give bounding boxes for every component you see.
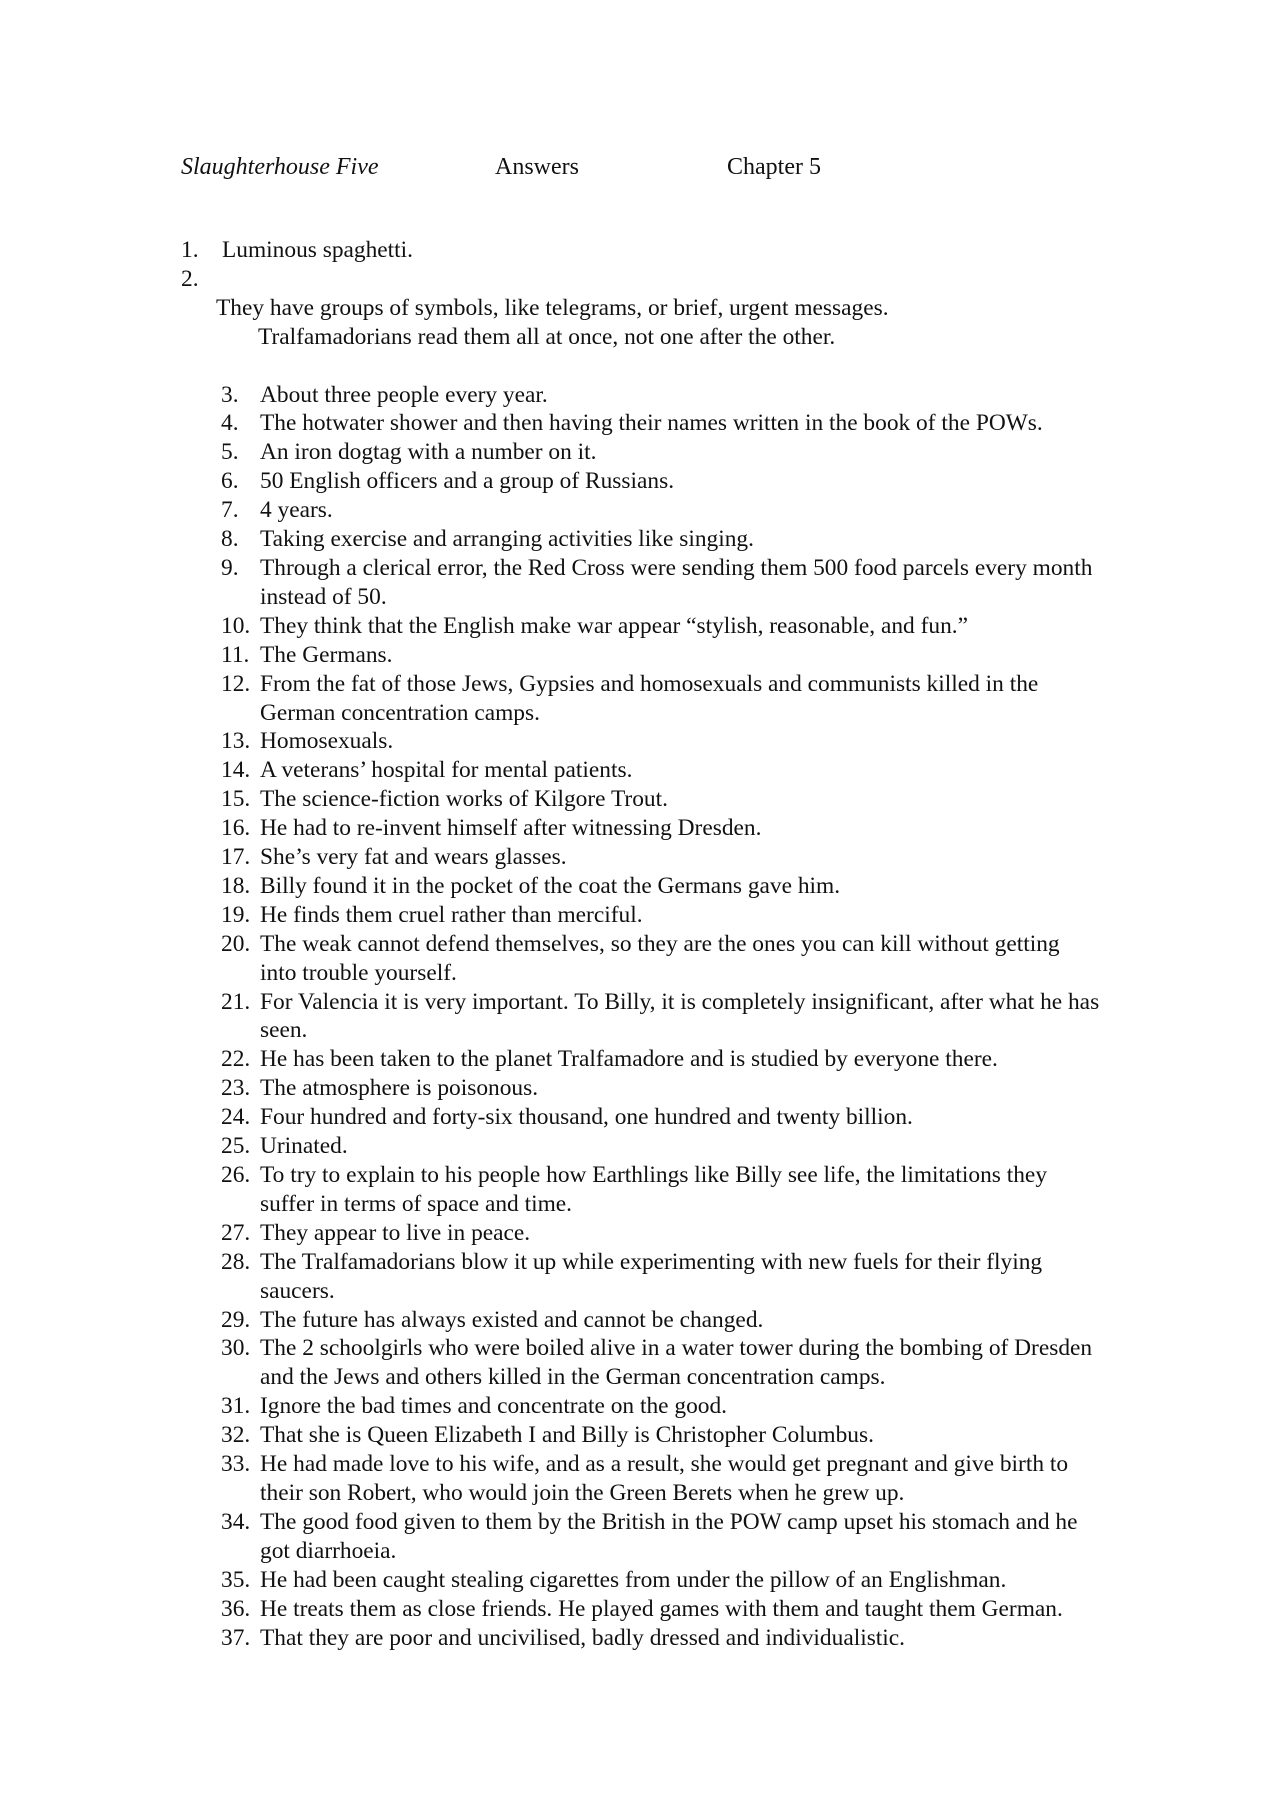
- answer-text: Urinated.: [260, 1133, 348, 1160]
- answer-text: The 2 schoolgirls who were boiled alive in a water tower during the bombing of Dresden and the Jews and others killed in the German concentration camps.: [260, 1335, 1093, 1391]
- answer-number: 27.: [221, 1219, 251, 1246]
- answer-item-13: [0, 727, 1280, 756]
- answer-text: Homosexuals.: [260, 728, 394, 755]
- answer-number: 2.: [181, 265, 199, 292]
- answer-item-27: [0, 1219, 1280, 1248]
- answer-text: A veterans’ hospital for mental patients.: [260, 757, 633, 784]
- answer-number: 21.: [221, 988, 251, 1015]
- answer-number: 34.: [221, 1508, 251, 1535]
- answer-item-25: [0, 1132, 1280, 1161]
- answer-text: He treats them as close friends. He played games with them and taught them German.: [260, 1595, 1063, 1622]
- answer-item-19: [0, 901, 1280, 930]
- answer-number: 28.: [221, 1248, 251, 1275]
- answer-item-35: [0, 1566, 1280, 1595]
- answer-item-29: [0, 1306, 1280, 1335]
- answer-number: 8.: [221, 526, 239, 553]
- answer-text: Through a clerical error, the Red Cross were sending them 500 food parcels every month instead of 50.: [260, 554, 1093, 610]
- answer-text: An iron dogtag with a number on it.: [260, 439, 597, 466]
- answer-number: 29.: [221, 1306, 251, 1333]
- answer-text-line-1: They have groups of symbols, like telegrams, or brief, urgent messages.: [216, 294, 889, 321]
- answer-text: The weak cannot defend themselves, so they are the ones you can kill without getting into trouble yourself.: [260, 930, 1060, 986]
- answer-text: The good food given to them by the British in the POW camp upset his stomach and he got diarrhoeia.: [260, 1508, 1078, 1564]
- answer-number: 32.: [221, 1422, 251, 1449]
- answer-number: 20.: [221, 930, 251, 957]
- answer-item-20: [0, 930, 1280, 988]
- answer-item-4: [0, 409, 1280, 438]
- answer-item-1: [0, 236, 1280, 265]
- answer-number: 30.: [221, 1335, 251, 1362]
- answer-text: Ignore the bad times and concentrate on the good.: [260, 1393, 728, 1420]
- answer-number: 37.: [221, 1624, 251, 1651]
- answer-text: He had to re-invent himself after witnessing Dresden.: [260, 815, 762, 842]
- answer-number: 9.: [221, 554, 239, 581]
- answer-number: 13.: [221, 728, 251, 755]
- answer-number: 26.: [221, 1162, 251, 1188]
- answer-number: 3.: [221, 381, 239, 408]
- answer-text: He finds them cruel rather than merciful.: [260, 901, 643, 928]
- answer-text: About three people every year.: [260, 381, 548, 408]
- answer-text: That she is Queen Elizabeth I and Billy is Christopher Columbus.: [260, 1422, 874, 1449]
- answer-text-line-2: Tralfamadorians read them all at once, not one after the other.: [258, 323, 836, 350]
- answer-item-21: [0, 988, 1280, 1046]
- answer-item-30: [0, 1334, 1280, 1392]
- answer-number: 17.: [221, 844, 251, 871]
- answer-number: 6.: [221, 468, 239, 495]
- answer-text: He had been caught stealing cigarettes from under the pillow of an Englishman.: [260, 1566, 1007, 1593]
- answer-text: For Valencia it is very important. To Billy, it is completely insignificant, after what he has seen.: [260, 988, 1100, 1044]
- answer-item-10: [0, 612, 1280, 641]
- answer-text: Four hundred and forty-six thousand, one hundred and twenty billion.: [260, 1104, 913, 1131]
- answer-item-12: [0, 670, 1280, 728]
- answer-number: 25.: [221, 1133, 251, 1160]
- answer-item-23: [0, 1074, 1280, 1103]
- answers-heading: Answers: [495, 154, 579, 180]
- answer-number: 31.: [221, 1393, 251, 1420]
- answer-text: They think that the English make war appear “stylish, reasonable, and fun.”: [260, 612, 968, 639]
- answer-item-8: [0, 525, 1280, 554]
- answer-text: He had made love to his wife, and as a result, she would get pregnant and give birth to their son Robert, who would join the Green Berets when he grew up.: [260, 1451, 1069, 1506]
- answer-text: The atmosphere is poisonous.: [260, 1075, 539, 1102]
- answer-number: 15.: [221, 786, 251, 813]
- answer-number: 4.: [221, 410, 239, 437]
- answer-item-37: [0, 1624, 1280, 1653]
- answer-text: The science-fiction works of Kilgore Trout.: [260, 786, 668, 813]
- answer-item-24: [0, 1103, 1280, 1132]
- answer-number: 18.: [221, 872, 251, 899]
- answer-number: 14.: [221, 757, 251, 784]
- answer-item-18: [0, 872, 1280, 901]
- answer-text: The future has always existed and cannot be changed.: [260, 1306, 764, 1333]
- answer-text: Billy found it in the pocket of the coat the Germans gave him.: [260, 872, 841, 899]
- answer-item-5: [0, 438, 1280, 467]
- answer-text: Taking exercise and arranging activities like singing.: [260, 526, 754, 553]
- answer-item-6: [0, 467, 1280, 496]
- answer-text: From the fat of those Jews, Gypsies and homosexuals and communists killed in the German concentration camps.: [260, 670, 1039, 726]
- answer-number: 36.: [221, 1595, 251, 1622]
- answer-number: 24.: [221, 1104, 251, 1131]
- answer-text: Luminous spaghetti.: [222, 237, 414, 263]
- answer-text: They appear to live in peace.: [260, 1219, 531, 1246]
- answer-item-17: [0, 843, 1280, 872]
- answer-list: [0, 236, 1280, 1652]
- book-title: Slaughterhouse Five: [181, 154, 379, 180]
- answer-item-7: [0, 496, 1280, 525]
- answer-text: 50 English officers and a group of Russians.: [260, 468, 675, 495]
- answer-number: 10.: [221, 612, 251, 639]
- answer-text: The hotwater shower and then having their names written in the book of the POWs.: [260, 410, 1043, 437]
- answer-number: 33.: [221, 1451, 251, 1478]
- answer-text: The Germans.: [260, 641, 393, 668]
- answer-item-11: [0, 641, 1280, 670]
- answer-item-3: [0, 381, 1280, 410]
- answer-item-32: [0, 1421, 1280, 1450]
- answer-number: 35.: [221, 1566, 251, 1593]
- answer-number: 19.: [221, 901, 251, 928]
- answer-number: 23.: [221, 1075, 251, 1102]
- answer-text: To try to explain to his people how Earthlings like Billy see life, the limitations they suffer in terms of space and time.: [260, 1162, 1048, 1217]
- answer-text: The Tralfamadorians blow it up while experimenting with new fuels for their flying saucers.: [260, 1248, 1043, 1304]
- answer-number: 12.: [221, 670, 251, 697]
- answer-number: 11.: [221, 641, 250, 668]
- answer-item-28: [0, 1248, 1280, 1306]
- answer-number: 5.: [221, 439, 239, 466]
- answer-item-26: [0, 1161, 1280, 1219]
- answer-text: She’s very fat and wears glasses.: [260, 844, 567, 871]
- document-header: [181, 150, 1081, 184]
- answer-item-9: [0, 554, 1280, 612]
- answer-item-22: [0, 1045, 1280, 1074]
- answer-item-31: [0, 1392, 1280, 1421]
- answer-text: That they are poor and uncivilised, badly dressed and individualistic.: [260, 1624, 906, 1651]
- answer-item-36: [0, 1595, 1280, 1624]
- answer-item-16: [0, 814, 1280, 843]
- answer-item-33: [0, 1450, 1280, 1508]
- answer-item-2: [0, 265, 1280, 381]
- answer-text: [216, 265, 1116, 381]
- answer-text: He has been taken to the planet Tralfamadore and is studied by everyone there.: [260, 1046, 998, 1073]
- answer-number: 1.: [181, 237, 199, 263]
- answer-item-14: [0, 756, 1280, 785]
- answer-item-15: [0, 785, 1280, 814]
- answer-number: 22.: [221, 1046, 251, 1073]
- answer-item-34: [0, 1508, 1280, 1566]
- answer-text: 4 years.: [260, 497, 333, 524]
- chapter-label: Chapter 5: [727, 154, 821, 180]
- answer-number: 16.: [221, 815, 251, 842]
- answer-number: 7.: [221, 497, 239, 524]
